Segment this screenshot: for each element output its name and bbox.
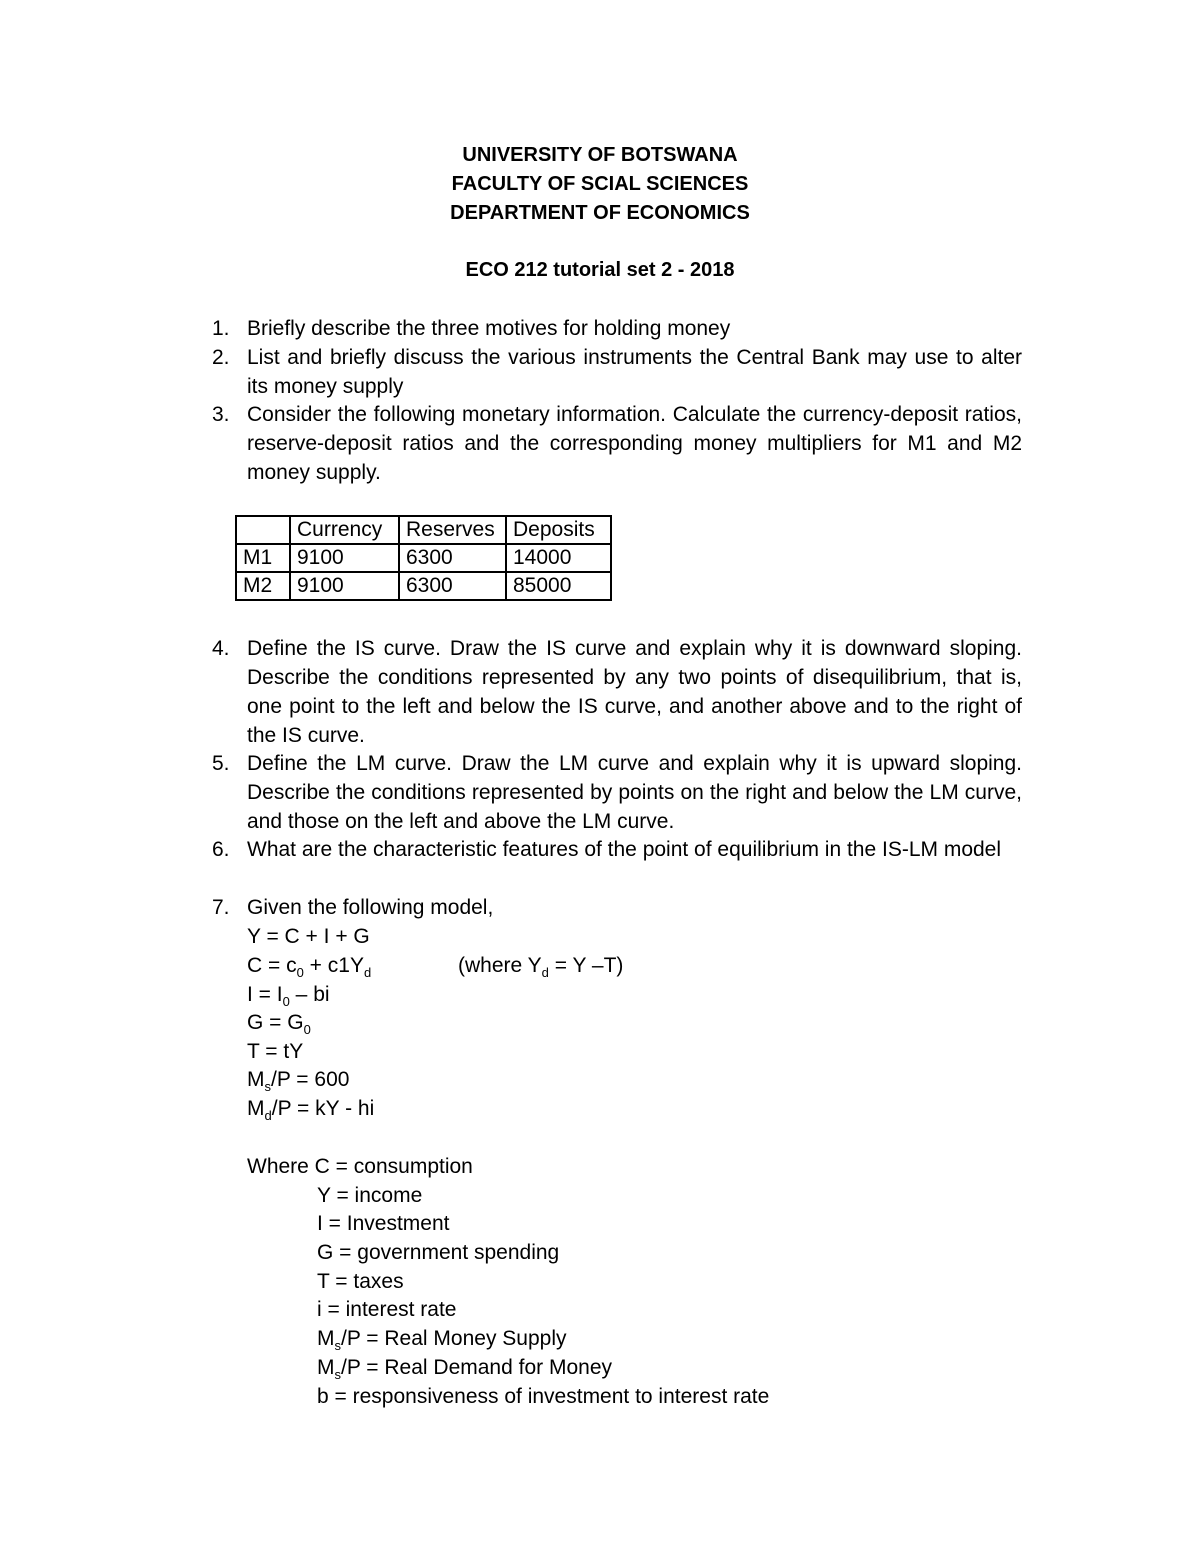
document-header [0,141,1200,228]
equation-consumption-note: (where $Y_d = Y$ –T) [458,954,624,981]
table-cell: 9100 [290,544,399,572]
table-row [236,544,611,572]
question-number: 3. [212,403,230,426]
table-cell: M2 [236,572,290,600]
question-text: What are the characteristic features of the point of equilibrium in the IS-LM model [247,838,1002,861]
table-header-cell [236,516,290,544]
university-name: UNIVERSITY OF BOTSWANA [462,144,738,166]
equation-output: Y = C + I + G [247,925,370,948]
question-text: Define the LM curve. Draw the LM curve and explain why it is upward sloping. Describe the conditions represented by points on the right and below the LM curve, and those on the left and above the LM curve. [247,752,1022,833]
question-text: List and briefly discuss the various instruments the Central Bank may use to alter its money supply [247,346,1022,398]
equation-government: $G = G_0$ [247,1011,311,1038]
table-cell: 9100 [290,572,399,600]
question-number: 5. [212,752,230,775]
question-text: Consider the following monetary information. Calculate the currency-deposit ratios, reserve-deposit ratios and the corresponding money multipliers for M1 and M2 money supply. [247,403,1022,484]
definition-item: I = Investment [317,1212,450,1235]
table-cell: M1 [236,544,290,572]
definition-item: T = taxes [317,1270,404,1293]
table-header-row [236,516,611,544]
question-number: 6. [212,838,230,861]
question-text: Briefly describe the three motives for holding money [247,317,731,340]
definition-item: G = government spending [317,1241,560,1264]
definition-item: Y = income [317,1184,423,1207]
table-cell: 6300 [399,572,506,600]
definition-money-supply: $M_s/P$ = Real Money Supply [317,1327,567,1354]
table-row [236,572,611,600]
table-cell: 6300 [399,544,506,572]
definition-intro: Where C = consumption [247,1155,473,1178]
question-text: Define the IS curve. Draw the IS curve and explain why it is downward sloping. Describe the conditions represented by any two points of disequilibrium, that is, one point to the left and below the IS curve, and another above and to the right of the IS curve. [247,637,1022,747]
question-number: 1. [212,317,230,340]
definition-item: b = responsiveness of investment to interest rate [317,1385,770,1408]
question-number: 2. [212,346,230,369]
monetary-table [235,515,612,601]
equation-taxes: T = tY [247,1040,304,1063]
definition-money-demand: $M_s/P$ = Real Demand for Money [317,1356,613,1383]
question-number: 4. [212,637,230,660]
table-header-cell: Reserves [399,516,506,544]
faculty-name: FACULTY OF SCIAL SCIENCES [451,173,749,195]
equation-money-supply: $M_s/P = 600$ [247,1068,350,1095]
definition-item: i = interest rate [317,1298,457,1321]
question-text: Given the following model, [247,896,494,919]
table-cell: 14000 [506,544,611,572]
department-name: DEPARTMENT OF ECONOMICS [450,202,750,224]
table-header-cell: Deposits [506,516,611,544]
equation-investment: $I = I_0$ – bi [247,983,330,1010]
equation-money-demand: $M_d/P$ = kY - hi [247,1097,375,1124]
question-number: 7. [212,896,230,919]
equation-consumption: $C = c_0 + c1Y_d$ [247,954,372,981]
table-header-cell: Currency [290,516,399,544]
table-cell: 85000 [506,572,611,600]
tutorial-title: ECO 212 tutorial set 2 - 2018 [465,259,735,281]
